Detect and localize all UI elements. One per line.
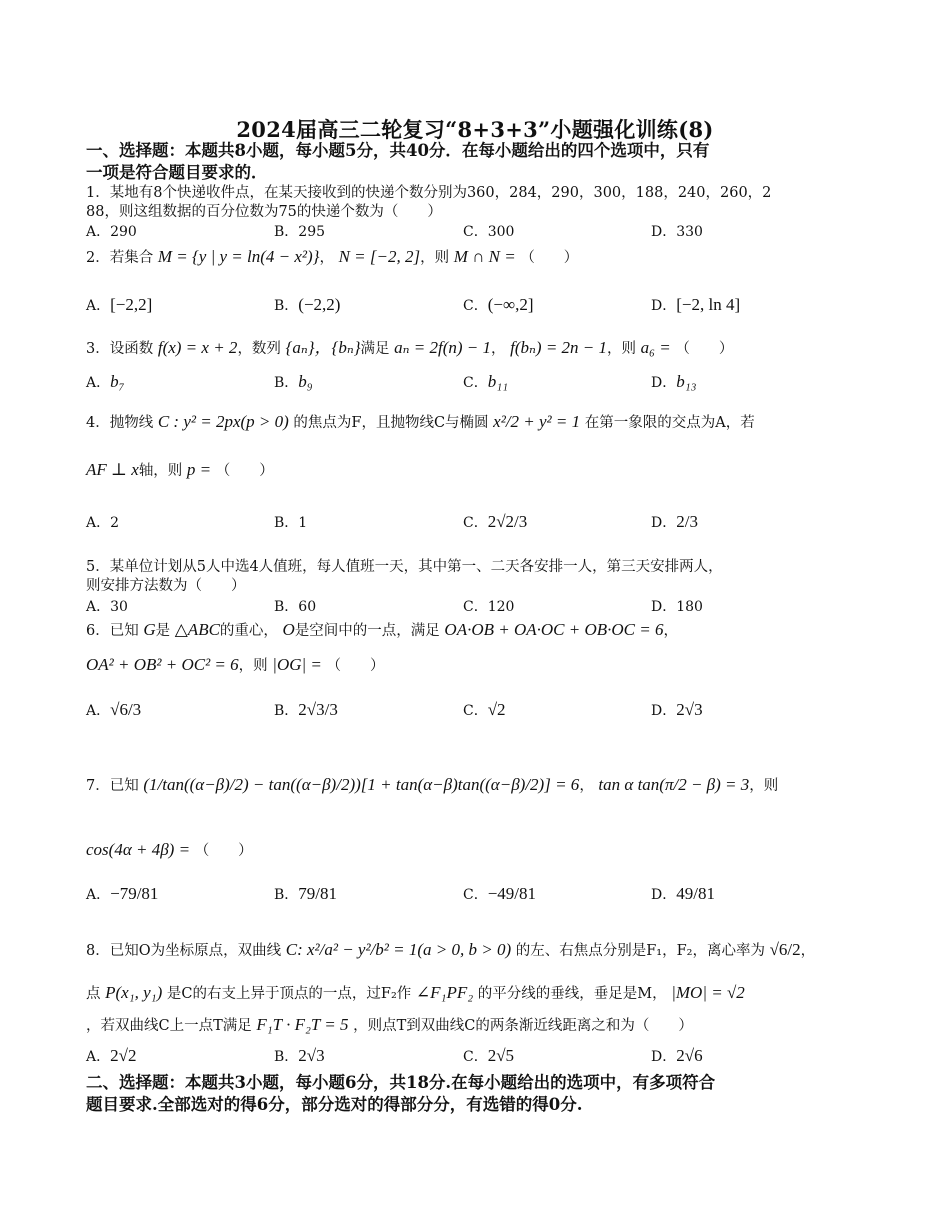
ask-og: |OG| = — [272, 655, 322, 674]
condition-a: aₙ = 2f(n) − 1 — [394, 338, 492, 357]
question-4: 4．抛物线 C : y² = 2px(p > 0) 的焦点为F，且抛物线C与椭圆 x²/2 + y² = 1 在第一象限的交点为A，若 — [86, 412, 755, 431]
question-4-options — [86, 512, 846, 534]
question-2-options — [86, 295, 846, 317]
question-7-line2: cos(4α + 4β) = （ ） — [86, 840, 253, 859]
tan-condition: tan α tan(π/2 − β) = 3 — [598, 775, 750, 794]
mo-length: |MO| = √2 — [671, 983, 745, 1002]
option-a[interactable]: A．[−2,2] — [86, 295, 153, 314]
option-d[interactable]: D．[−2, ln 4] — [651, 295, 741, 314]
option-d[interactable]: D．b₁₃ — [651, 372, 697, 391]
option-c[interactable]: C．2√2/3 — [463, 512, 528, 531]
option-a[interactable]: A．290 — [86, 224, 137, 240]
option-a[interactable]: A．2√2 — [86, 1046, 137, 1065]
question-2: 2．若集合 M = {y | y = ln(4 − x²)}， N = [−2, 2]，则 M ∩ N = （ ） — [86, 247, 579, 266]
intersection: M ∩ N = — [453, 247, 516, 266]
ask-a6: a₆ = — [640, 338, 671, 357]
option-a[interactable]: A．√6/3 — [86, 700, 142, 719]
hyperbola: C: x²/a² − y²/b² = 1(a > 0, b > 0) — [285, 940, 512, 959]
ask-cos: cos(4α + 4β) = — [86, 840, 191, 859]
option-a[interactable]: A．−79/81 — [86, 884, 159, 903]
question-1-line2: 88，则这组数据的百分位数为75的快递个数为（ ） — [86, 204, 442, 220]
function-f: f(x) = x + 2 — [157, 338, 238, 357]
option-d[interactable]: D．2√6 — [651, 1046, 703, 1065]
question-1 — [86, 184, 826, 222]
option-c[interactable]: C．300 — [463, 224, 515, 240]
angle: ∠F₁PF₂ — [415, 983, 474, 1002]
perp-condition: AF ⊥ x — [86, 460, 139, 479]
option-d[interactable]: D．330 — [651, 224, 703, 240]
option-c[interactable]: C．(−∞,2] — [463, 295, 534, 314]
question-6: 6．已知 G是 △ABC的重心， O是空间中的一点，满足 OA·OB + OA·OC + OB·OC = 6， — [86, 620, 678, 639]
question-1-line1: 1．某地有8个快递收件点，在某天接收到的快递个数分别为360，284，290，300，188，240，260，2 — [86, 185, 772, 201]
square-sum: OA² + OB² + OC² = 6 — [86, 655, 239, 674]
trig-expression: (1/tan((α−β)/2) − tan((α−β)/2))[1 + tan(α−β)tan((α−β)/2)] = 6 — [143, 775, 580, 794]
question-5: 5．某单位计划从5人中选4人值班，每人值班一天，其中第一、二天各安排一人，第三天安排两人， 则安排方法数为（ ） — [86, 559, 723, 594]
triangle: △ABC — [174, 620, 220, 639]
page-title: 2024届高三二轮复习“8+3+3”小题强化训练(8) — [236, 117, 714, 142]
question-8: 8．已知O为坐标原点，双曲线 C: x²/a² − y²/b² = 1(a > 0, b > 0) 的左、右焦点分别是F₁，F₂，离心率为 √6/2， — [86, 940, 816, 959]
option-a[interactable]: A．30 — [86, 599, 128, 615]
question-6-options — [86, 700, 846, 722]
ellipse: x²/2 + y² = 1 — [493, 412, 581, 431]
section-2-heading: 二、选择题：本题共3小题，每小题6分，共18分.在每小题给出的选项中，有多项符合 题目要求.全部选对的得6分，部分选对的得部分分，有选错的得0分. — [86, 1073, 716, 1114]
option-b[interactable]: B．79/81 — [274, 884, 338, 903]
dot-condition: F₁T · F₂T = 5 — [256, 1015, 349, 1034]
set-m: M = {y | y = ln(4 − x²)} — [157, 247, 320, 266]
question-8-options — [86, 1046, 846, 1068]
option-c[interactable]: C．−49/81 — [463, 884, 537, 903]
option-c[interactable]: C．b₁₁ — [463, 372, 509, 391]
option-d[interactable]: D．2√3 — [651, 700, 703, 719]
option-b[interactable]: B．1 — [274, 515, 308, 531]
question-8-line2: 点 P(x₁, y₁) 是C的右支上异于顶点的一点，过F₂作 ∠F₁PF₂ 的平分线的垂线，垂足是M， |MO| = √2 — [86, 983, 745, 1002]
option-a[interactable]: A．2 — [86, 515, 120, 531]
condition-b: f(bₙ) = 2n − 1 — [510, 338, 608, 357]
question-7-options — [86, 884, 846, 906]
eccentricity: √6/2 — [769, 940, 801, 959]
option-c[interactable]: C．√2 — [463, 700, 506, 719]
option-c[interactable]: C．2√5 — [463, 1046, 515, 1065]
sequences: {aₙ}，{bₙ} — [285, 338, 361, 357]
question-1-options — [86, 221, 846, 243]
dot-sum: OA·OB + OA·OC + OB·OC = 6 — [444, 620, 664, 639]
ask-p: p = — [186, 460, 212, 479]
option-b[interactable]: B．b₉ — [274, 372, 313, 391]
option-b[interactable]: B．60 — [274, 599, 317, 615]
question-7: 7．已知 (1/tan((α−β)/2) − tan((α−β)/2))[1 + tan(α−β)tan((α−β)/2)] = 6， tan α tan(π/2 − β) = 3，则 — [86, 775, 779, 794]
option-b[interactable]: B．(−2,2) — [274, 295, 341, 314]
set-n: N = [−2, 2] — [338, 247, 421, 266]
option-b[interactable]: B．2√3/3 — [274, 700, 338, 719]
section-1-heading: 一、选择题：本题共8小题，每小题5分，共40分．在每小题给出的四个选项中，只有 一项是符合题目要求的． — [86, 141, 710, 182]
option-c[interactable]: C．120 — [463, 599, 515, 615]
option-d[interactable]: D．49/81 — [651, 884, 715, 903]
question-8-line3: ，若双曲线C上一点T满足 F₁T · F₂T = 5 ，则点T到双曲线C的两条渐近线距离之和为（ ） — [86, 1015, 693, 1034]
question-3-options — [86, 372, 846, 394]
parabola: C : y² = 2px(p > 0) — [157, 412, 289, 431]
option-d[interactable]: D．180 — [651, 599, 703, 615]
option-d[interactable]: D．2/3 — [651, 512, 698, 531]
question-4-line2: AF ⊥ x轴，则 p = （ ） — [86, 460, 274, 479]
option-b[interactable]: B．295 — [274, 224, 326, 240]
option-a[interactable]: A．b₇ — [86, 372, 125, 391]
point-p: P(x₁, y₁) — [105, 983, 163, 1002]
question-5-options — [86, 596, 846, 618]
question-3: 3．设函数 f(x) = x + 2，数列 {aₙ}，{bₙ}满足 aₙ = 2f(n) − 1， f(bₙ) = 2n − 1，则 a₆ = （ ） — [86, 338, 734, 357]
question-6-line2: OA² + OB² + OC² = 6，则 |OG| = （ ） — [86, 655, 385, 674]
option-b[interactable]: B．2√3 — [274, 1046, 325, 1065]
